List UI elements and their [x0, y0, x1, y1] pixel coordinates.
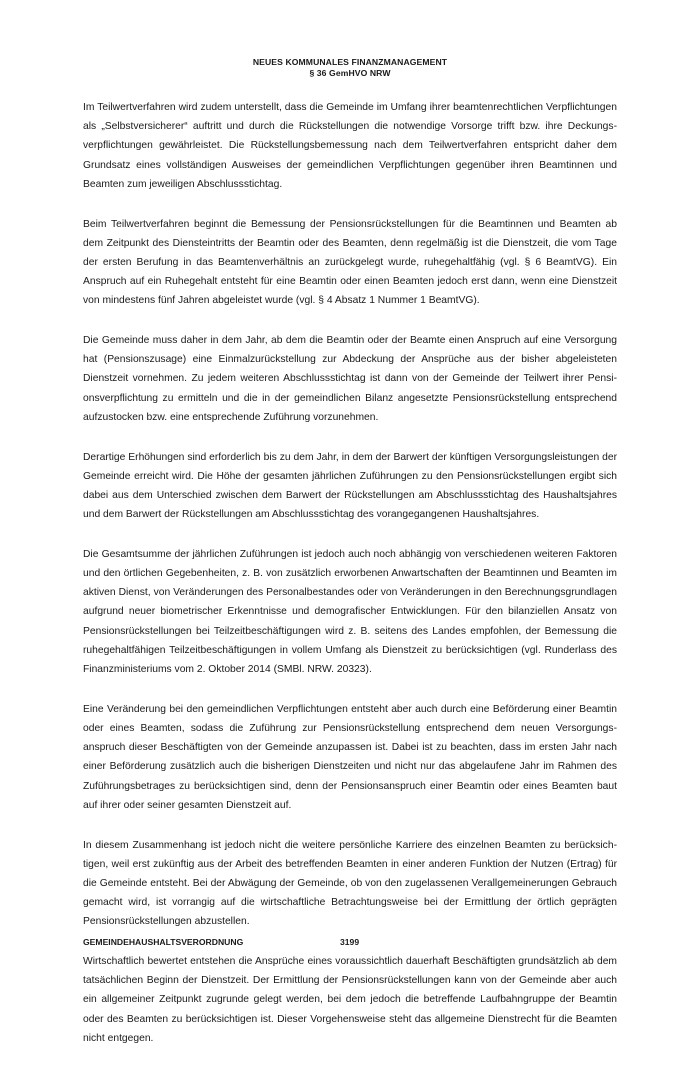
header-title: NEUES KOMMUNALES FINANZMANAGEMENT — [252, 57, 448, 67]
paragraph: Die Gesamtsumme der jährlichen Zuführungen ist jedoch auch noch abhängig von verschiedenen weiteren Faktoren und den örtlichen Gegebenheiten, z. B. von zusätzlich erworbenen Anwartschaften der Beamtinnen und Beamten im aktiven Dienst, von Veränderungen des Personalbestandes oder von Veränderungen in den Berechnungsgrundlagen aufgrund neuer biometrischer Erkenntnisse und demografischer Entwicklungen. Für den bilanziellen Ansatz von Pensionsrückstellungen bei Teilzeitbeschäftigungen wird z. B. seitens des Landes empfohlen, der Bemessung die ruhegehaltfähigen Teilzeitbeschäftigungen in vollem Umfang als Dienstzeit zu berücksichtigen (vgl. Runderlass des Finanzministeriums vom 2. Oktober 2014 (SMBl. NRW. 20323). — [83, 548, 617, 676]
page-header — [0, 57, 700, 78]
paragraph: Derartige Erhöhungen sind erforderlich bis zu dem Jahr, in dem der Barwert der künftigen Versorgungsleistungen der Gemeinde erreicht wird. Die Höhe der gesamten jährlichen Zuführungen zu den Pensionsrückstellungen ergibt sich dabei aus dem Unterschied zwischen dem Barwert der Rückstellungen am Abschlussstichtag des Haushaltsjahres und dem Barwert der Rückstellungen am Abschlussstichtag des vorangegangenen Haushaltsjahres. — [83, 451, 617, 521]
paragraph: Im Teilwertverfahren wird zudem unterstellt, dass die Gemeinde im Umfang ihrer beamtenrechtlichen Verpflichtungen als „Selbstversicherer“ auftritt und durch die Rückstellungen die notwendige Vorsorge trifft bzw. ihre Deckungsverpflichtungen gewährleistet. Die Rückstellungsbemessung nach dem Teilwertverfahren entspricht daher dem Grundsatz eines vollständigen Ausweises der gemeindlichen Verpflichtungen gegenüber ihren Beamtinnen und Beamten zum jeweiligen Abschlussstichtag. — [83, 102, 617, 190]
footer-title: GEMEINDEHAUSHALTSVERORDNUNG — [83, 937, 244, 947]
paragraph: Eine Veränderung bei den gemeindlichen Verpflichtungen entsteht aber auch durch eine Beförderung einer Beamtin oder eines Beamten, sodass die Zuführung zur Pensionsrückstellung entsprechend dem neuen Versorgungsanspruch dieser Beschäftigten von der Gemeinde anzupassen ist. Dabei ist zu beachten, dass im ersten Jahr nach einer Beförderung zusätzlich auch die bisherigen Dienstzeiten und nicht nur das abgelaufene Jahr im Rahmen des Zuführungsbetrages zu berücksichtigen sind, denn der Pensionsanspruch einer Beamtin oder eines Beamten baut auf ihrer oder seiner gesamten Dienstzeit auf. — [83, 703, 617, 811]
paragraph: Beim Teilwertverfahren beginnt die Bemessung der Pensionsrückstellungen für die Beamtinnen und Beamten ab dem Zeitpunkt des Diensteintritts der Beamtin oder des Beamten, denn regelmäßig ist die Dienstzeit, die vom Tage der ersten Berufung in das Beamtenverhältnis an zurückgelegt wurde, ruhegehaltfähig (vgl. § 6 BeamtVG). Ein Anspruch auf ein Ruhegehalt entsteht für eine Beamtin oder einen Beamten jedoch erst dann, wenn eine Dienstzeit von mindestens fünf Jahren abgeleistet wurde (vgl. § 4 Absatz 1 Nummer 1 BeamtVG). — [83, 218, 617, 307]
page-number: 3199 — [340, 937, 360, 947]
body-text — [83, 98, 617, 1069]
paragraph: In diesem Zusammenhang ist jedoch nicht die weitere persönliche Karriere des einzelnen Beamten zu berücksichtigen, weil erst zukünftig aus der Arbeit des betreffenden Beamten in einer anderen Funktion der Nutzen (Ertrag) für die Gemeinde entsteht. Bei der Abwägung der Gemeinde, ob von den zugelassenen Verallgemeinerungen Gebrauch gemacht wird, ist vorrangig auf die wirtschaftliche Betrachtungsweise bei der Ermittlung der örtlich geprägten Pensionsrückstellungen abzustellen. — [83, 839, 617, 928]
paragraph: Wirtschaftlich bewertet entstehen die Ansprüche eines voraussichtlich dauerhaft Beschäftigten grundsätzlich ab dem tatsächlichen Beginn der Dienstzeit. Der Ermittlung der Pensionsrückstellungen kann von der Gemeinde aber auch ein allgemeiner Zeitpunkt zugrunde gelegt werden, bei dem jedoch die betreffende Laufbahngruppe der Beamtin oder des Beamten zu berücksichtigen ist. Dieser Vorgehensweise steht das allgemeine Dienstrecht für die Beamten nicht entgegen. — [83, 956, 617, 1044]
paragraph: Die Gemeinde muss daher in dem Jahr, ab dem die Beamtin oder der Beamte einen Anspruch auf eine Versorgung hat (Pensionszusage) eine Einmalzurückstellung zur Abdeckung der Ansprüche aus der bisher abgeleisteten Dienstzeit vornehmen. Zu jedem weiteren Abschlussstichtag ist dann von der Gemeinde der Teilwert ihrer Pensionsverpflichtung zu ermitteln und die in der gemeindlichen Bilanz angesetzte Pensionsrückstellung entsprechend aufzustocken bzw. eine entsprechende Zuführung vorzunehmen. — [83, 335, 617, 423]
header-subtitle: § 36 GemHVO NRW — [309, 67, 391, 78]
